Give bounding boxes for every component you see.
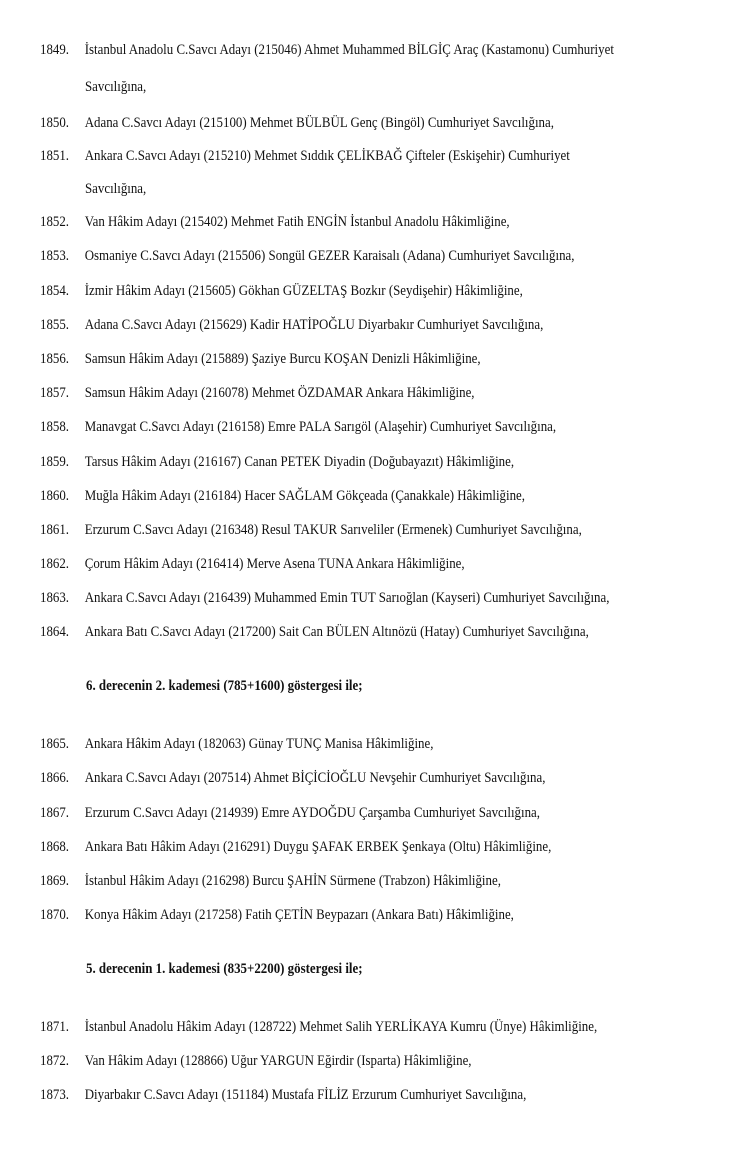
list-item: 1873. Diyarbakır C.Savcı Adayı (151184) Mustafa FİLİZ Erzurum Cumhuriyet Savcılığına, <box>40 1087 527 1103</box>
list-item: 1854. İzmir Hâkim Adayı (215605) Gökhan GÜZELTAŞ Bozkır (Seydişehir) Hâkimliğine, <box>40 283 523 299</box>
list-item: 1866. Ankara C.Savcı Adayı (207514) Ahmet BİÇİCİOĞLU Nevşehir Cumhuriyet Savcılığına, <box>40 770 546 786</box>
list-item: 1861. Erzurum C.Savcı Adayı (216348) Resul TAKUR Sarıveliler (Ermenek) Cumhuriyet Savcılığına, <box>40 522 582 538</box>
list-item: 1855. Adana C.Savcı Adayı (215629) Kadir HATİPOĞLU Diyarbakır Cumhuriyet Savcılığına, <box>40 317 544 333</box>
list-item: 1872. Van Hâkim Adayı (128866) Uğur YARGUN Eğirdir (Isparta) Hâkimliğine, <box>40 1053 472 1069</box>
list-item: 1859. Tarsus Hâkim Adayı (216167) Canan PETEK Diyadin (Doğubayazıt) Hâkimliğine, <box>40 454 515 470</box>
list-item: 1868. Ankara Batı Hâkim Adayı (216291) Duygu ŞAFAK ERBEK Şenkaya (Oltu) Hâkimliğine, <box>40 839 552 855</box>
list-item: 1871. İstanbul Anadolu Hâkim Adayı (128722) Mehmet Salih YERLİKAYA Kumru (Ünye) Hâkimliğine, <box>40 1019 598 1035</box>
list-item: 1864. Ankara Batı C.Savcı Adayı (217200) Sait Can BÜLEN Altınözü (Hatay) Cumhuriyet Savcılığına, <box>40 624 589 640</box>
list-item: 1856. Samsun Hâkim Adayı (215889) Şaziye Burcu KOŞAN Denizli Hâkimliğine, <box>40 351 481 367</box>
list-item: 1852. Van Hâkim Adayı (215402) Mehmet Fatih ENGİN İstanbul Anadolu Hâkimliğine, <box>40 214 510 230</box>
list-item: 1849. İstanbul Anadolu C.Savcı Adayı (215046) Ahmet Muhammed BİLGİÇ Araç (Kastamonu) Cumhuriyet <box>40 42 614 58</box>
list-item: 1865. Ankara Hâkim Adayı (182063) Günay TUNÇ Manisa Hâkimliğine, <box>40 736 434 752</box>
section-heading: 6. derecenin 2. kademesi (785+1600) göstergesi ile; <box>86 678 363 694</box>
list-item: 1860. Muğla Hâkim Adayı (216184) Hacer SAĞLAM Gökçeada (Çanakkale) Hâkimliğine, <box>40 488 525 504</box>
list-item: 1867. Erzurum C.Savcı Adayı (214939) Emre AYDOĞDU Çarşamba Cumhuriyet Savcılığına, <box>40 805 540 821</box>
list-item-continuation: Savcılığına, <box>85 181 147 197</box>
list-item: 1851. Ankara C.Savcı Adayı (215210) Mehmet Sıddık ÇELİKBAĞ Çifteler (Eskişehir) Cumhuriyet <box>40 148 570 164</box>
list-item: 1869. İstanbul Hâkim Adayı (216298) Burcu ŞAHİN Sürmene (Trabzon) Hâkimliğine, <box>40 873 501 889</box>
section-heading: 5. derecenin 1. kademesi (835+2200) göstergesi ile; <box>86 961 363 977</box>
list-item: 1850. Adana C.Savcı Adayı (215100) Mehmet BÜLBÜL Genç (Bingöl) Cumhuriyet Savcılığına, <box>40 115 554 131</box>
list-item: 1857. Samsun Hâkim Adayı (216078) Mehmet ÖZDAMAR Ankara Hâkimliğine, <box>40 385 475 401</box>
list-item: 1853. Osmaniye C.Savcı Adayı (215506) Songül GEZER Karaisalı (Adana) Cumhuriyet Savcılığına, <box>40 248 575 264</box>
list-item: 1858. Manavgat C.Savcı Adayı (216158) Emre PALA Sarıgöl (Alaşehir) Cumhuriyet Savcılığına, <box>40 419 557 435</box>
list-item: 1862. Çorum Hâkim Adayı (216414) Merve Asena TUNA Ankara Hâkimliğine, <box>40 556 465 572</box>
list-item: 1870. Konya Hâkim Adayı (217258) Fatih ÇETİN Beypazarı (Ankara Batı) Hâkimliğine, <box>40 907 514 923</box>
list-item: 1863. Ankara C.Savcı Adayı (216439) Muhammed Emin TUT Sarıoğlan (Kayseri) Cumhuriyet Savcılığına, <box>40 590 610 606</box>
list-item-continuation: Savcılığına, <box>85 79 147 95</box>
